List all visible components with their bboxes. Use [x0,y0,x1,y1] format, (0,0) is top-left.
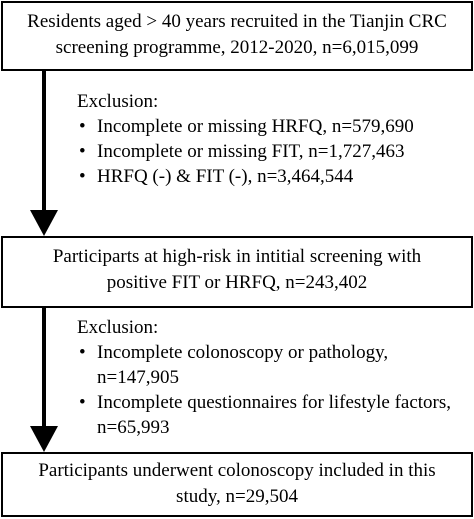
arrow-1 [30,71,58,236]
box-colonoscopy-line2: study, n=29,504 [176,486,298,507]
box-colonoscopy-line1: Participants underwent colonoscopy included in this [38,460,436,481]
exclusion-1-heading: Exclusion: [77,91,159,112]
exclusion-2-item [77,390,451,440]
box-high-risk-line2: positive FIT or HRFQ, n=243,402 [106,272,368,293]
box-colonoscopy-included [1,452,473,517]
exclusion-2-item-count: n=147,905 [97,367,179,388]
exclusion-1-item-text: Incomplete or missing FIT, n=1,727,463 [97,141,405,162]
box-high-risk-participants [1,236,473,308]
box-residents-line1: Residents aged > 40 years recruited in the Tianjin CRC [27,11,447,32]
box-residents-line2: screening programme, 2012-2020, n=6,015,099 [55,37,419,58]
exclusion-1-item-text: HRFQ (-) & FIT (-), n=3,464,544 [97,166,354,187]
exclusion-1-item [77,164,414,189]
box-high-risk-line1: Participarts at high-risk in intitial screening with [52,246,422,267]
box-residents-recruited [1,1,473,71]
exclusion-2-list [77,340,451,440]
exclusion-2-item-count: n=65,993 [97,417,170,438]
exclusion-block-2 [77,315,451,440]
exclusion-2-item [77,340,451,390]
exclusion-1-item [77,114,414,139]
arrow-2 [30,308,58,452]
exclusion-1-item-text: Incomplete or missing HRFQ, n=579,690 [97,116,414,137]
exclusion-block-1 [77,89,414,189]
exclusion-2-heading: Exclusion: [77,317,159,338]
exclusion-2-item-text: Incomplete colonoscopy or pathology, [97,342,389,363]
exclusion-1-list [77,114,414,189]
exclusion-1-item [77,139,414,164]
exclusion-2-item-text: Incomplete questionnaires for lifestyle factors, [97,392,452,413]
